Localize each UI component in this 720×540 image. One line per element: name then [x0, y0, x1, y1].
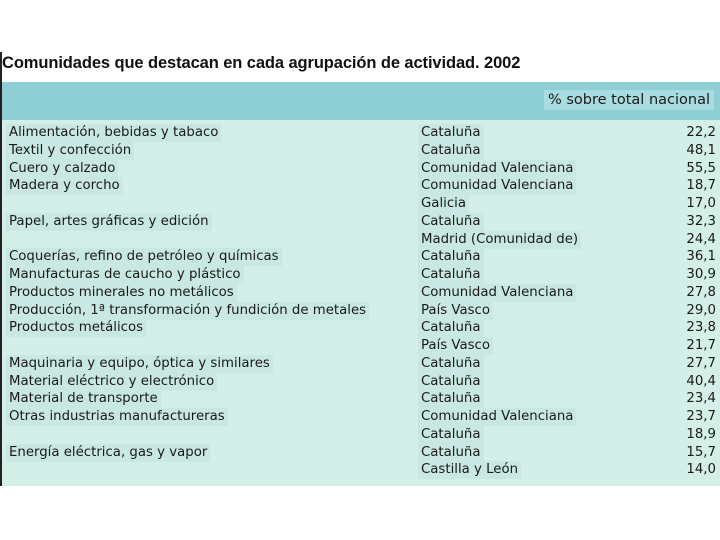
percent-value-cell: 24,4	[686, 231, 716, 247]
activity-cell: Coquerías, refino de petróleo y químicas	[6, 248, 282, 266]
table-header	[2, 82, 720, 120]
percent-value-cell: 40,4	[686, 373, 716, 389]
activity-cell: Cuero y calzado	[6, 160, 118, 178]
table-row	[2, 408, 720, 426]
table-row	[2, 213, 720, 231]
percent-value-cell: 27,7	[686, 355, 716, 371]
percent-value-cell: 36,1	[686, 249, 716, 265]
community-cell: Cataluña	[418, 390, 484, 408]
percent-value-cell: 29,0	[686, 302, 716, 318]
activity-cell: Energía eléctrica, gas y vapor	[6, 444, 210, 462]
activity-cell: Material eléctrico y electrónico	[6, 373, 217, 391]
percent-value-cell: 18,9	[686, 426, 716, 442]
percent-value-cell: 21,7	[686, 338, 716, 353]
community-cell: Comunidad Valenciana	[418, 160, 576, 178]
activity-cell: Manufacturas de caucho y plástico	[6, 266, 244, 284]
table-row	[2, 355, 720, 373]
table-title: Comunidades que destacan en cada agrupación de actividad. 2002	[2, 54, 521, 72]
activity-cell: Madera y corcho	[6, 177, 123, 195]
community-cell: Comunidad Valenciana	[418, 177, 576, 195]
table-row	[2, 195, 720, 213]
community-cell: Cataluña	[418, 444, 484, 462]
table-row	[2, 373, 720, 391]
activity-cell: Alimentación, bebidas y tabaco	[6, 124, 221, 142]
percent-value-cell: 27,8	[686, 284, 716, 300]
community-cell: Cataluña	[418, 248, 484, 266]
activity-cell: Otras industrias manufactureras	[6, 408, 228, 426]
table-row	[2, 461, 720, 479]
table-row	[2, 390, 720, 408]
activity-cell: Material de transporte	[6, 390, 161, 408]
percent-value-cell: 17,0	[686, 196, 716, 211]
activity-cell: Productos metálicos	[6, 319, 146, 337]
table-row	[2, 319, 720, 337]
table-row	[2, 337, 720, 355]
activity-cell: Textil y confección	[6, 142, 134, 160]
community-cell: Castilla y León	[418, 461, 521, 479]
percent-value-cell: 14,0	[686, 462, 716, 478]
percent-value-cell: 22,2	[686, 125, 716, 140]
percent-value-cell: 55,5	[686, 160, 716, 176]
table-row	[2, 444, 720, 462]
percent-value-cell: 23,4	[686, 391, 716, 407]
community-cell: Madrid (Comunidad de)	[418, 231, 581, 249]
community-cell: Cataluña	[418, 426, 484, 444]
table-row	[2, 124, 720, 142]
activity-cell: Maquinaria y equipo, óptica y similares	[6, 355, 273, 373]
table-row	[2, 266, 720, 284]
community-cell: Cataluña	[418, 213, 484, 231]
percent-value-cell: 15,7	[686, 444, 716, 460]
table-row	[2, 426, 720, 444]
percent-value-cell: 18,7	[686, 178, 716, 194]
community-cell: Cataluña	[418, 142, 484, 160]
activity-cell: Producción, 1ª transformación y fundición de metales	[6, 302, 369, 320]
community-cell: Cataluña	[418, 266, 484, 284]
percent-value-cell: 23,7	[686, 409, 716, 424]
unit-label: % sobre total nacional	[544, 90, 714, 110]
community-cell: Comunidad Valenciana	[418, 408, 576, 426]
community-cell: Galicia	[418, 195, 469, 213]
table-row	[2, 142, 720, 160]
activity-cell: Papel, artes gráficas y edición	[6, 213, 212, 231]
community-cell: Cataluña	[418, 373, 484, 391]
community-cell: País Vasco	[418, 302, 493, 320]
community-cell: Cataluña	[418, 319, 484, 337]
percent-value-cell: 32,3	[686, 213, 716, 229]
community-cell: Cataluña	[418, 124, 484, 142]
table-row	[2, 248, 720, 266]
table-row	[2, 284, 720, 302]
data-table-panel	[2, 82, 720, 486]
percent-value-cell: 48,1	[686, 142, 716, 158]
activity-cell: Productos minerales no metálicos	[6, 284, 237, 302]
percent-value-cell: 30,9	[686, 267, 716, 282]
table-row	[2, 177, 720, 195]
table-row	[2, 302, 720, 320]
community-cell: Comunidad Valenciana	[418, 284, 576, 302]
percent-value-cell: 23,8	[686, 320, 716, 336]
community-cell: Cataluña	[418, 355, 484, 373]
table-row	[2, 160, 720, 178]
community-cell: País Vasco	[418, 337, 493, 355]
table-row	[2, 231, 720, 249]
